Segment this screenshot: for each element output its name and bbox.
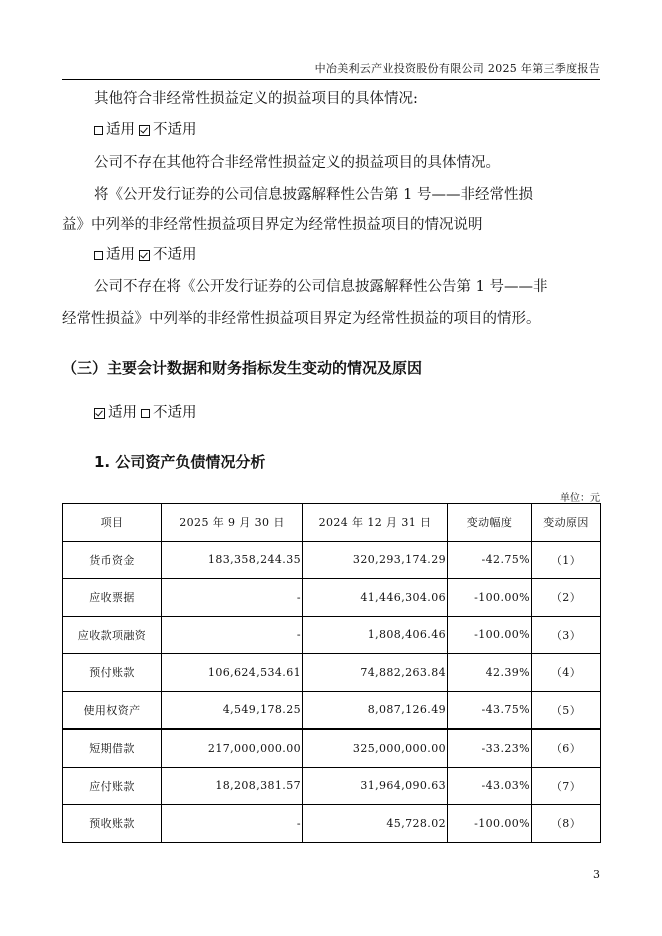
- cell-item: 应收票据: [63, 579, 162, 617]
- option-applicable: [94, 246, 135, 264]
- table-row: [63, 691, 601, 729]
- option-label: 适用: [108, 405, 137, 421]
- cell-reason: （1）: [532, 541, 601, 579]
- cell-item: 预收账款: [63, 805, 162, 843]
- option-not-applicable: [141, 404, 197, 422]
- option-not-applicable: [135, 246, 197, 264]
- cell-reason: （2）: [532, 579, 601, 617]
- subsection-heading: 1. 公司资产负债情况分析: [94, 453, 266, 471]
- checkbox-row-3: [94, 404, 197, 422]
- cell-item: 应付账款: [63, 767, 162, 805]
- unchecked-box-icon: [141, 409, 150, 418]
- cell-current: 217,000,000.00: [162, 729, 303, 767]
- table-row: [63, 729, 601, 767]
- cell-change: -42.75%: [448, 541, 532, 579]
- cell-prior: 45,728.02: [303, 805, 448, 843]
- table-row: [63, 654, 601, 692]
- table-row: [63, 767, 601, 805]
- unchecked-box-icon: [94, 126, 103, 135]
- cell-item: 短期借款: [63, 729, 162, 767]
- cell-current: 18,208,381.57: [162, 767, 303, 805]
- cell-current: -: [162, 805, 303, 843]
- cell-item: 预付账款: [63, 654, 162, 692]
- report-title: 中冶美利云产业投资股份有限公司 2025 年第三季度报告: [314, 62, 600, 75]
- page-header: [62, 0, 600, 80]
- cell-reason: （5）: [532, 691, 601, 729]
- header-prior-date: 2024 年 12 月 31 日: [303, 504, 448, 542]
- cell-current: -: [162, 616, 303, 654]
- header-item: 项目: [63, 504, 162, 542]
- option-label: 适用: [106, 122, 135, 138]
- cell-item: 应收款项融资: [63, 616, 162, 654]
- section-heading: （三）主要会计数据和财务指标发生变动的情况及原因: [62, 359, 423, 377]
- paragraph-other-items: 其他符合非经常性损益定义的损益项目的具体情况:: [94, 91, 418, 107]
- table-row: [63, 541, 601, 579]
- checkbox-row-2: [94, 246, 197, 264]
- table-row: [63, 616, 601, 654]
- cell-current: 106,624,534.61: [162, 654, 303, 692]
- option-applicable: [94, 404, 137, 422]
- table-header-row: [63, 504, 601, 542]
- cell-current: 183,358,244.35: [162, 541, 303, 579]
- balance-sheet-table: [62, 503, 601, 843]
- cell-item: 使用权资产: [63, 691, 162, 729]
- table-row: [63, 805, 601, 843]
- option-applicable: [94, 121, 135, 139]
- cell-reason: （3）: [532, 616, 601, 654]
- cell-prior: 325,000,000.00: [303, 729, 448, 767]
- header-change-reason: 变动原因: [532, 504, 601, 542]
- cell-change: -33.23%: [448, 729, 532, 767]
- checked-box-icon: [94, 408, 105, 419]
- option-label: 不适用: [153, 247, 197, 263]
- checked-box-icon: [139, 125, 150, 136]
- option-label: 适用: [106, 247, 135, 263]
- cell-prior: 8,087,126.49: [303, 691, 448, 729]
- cell-prior: 1,808,406.46: [303, 616, 448, 654]
- cell-reason: （4）: [532, 654, 601, 692]
- paragraph-no-reclass-line1: 公司不存在将《公开发行证券的公司信息披露解释性公告第 1 号——非: [94, 279, 548, 295]
- cell-current: -: [162, 579, 303, 617]
- paragraph-reclass-line1: 将《公开发行证券的公司信息披露解释性公告第 1 号——非经常性损: [94, 187, 533, 203]
- paragraph-no-reclass-line2: 经常性损益》中列举的非经常性损益项目界定为经常性损益的项目的情形。: [62, 311, 541, 327]
- header-current-date: 2025 年 9 月 30 日: [162, 504, 303, 542]
- cell-prior: 320,293,174.29: [303, 541, 448, 579]
- unit-label: 单位：元: [560, 493, 600, 504]
- cell-change: 42.39%: [448, 654, 532, 692]
- cell-change: -100.00%: [448, 579, 532, 617]
- cell-prior: 31,964,090.63: [303, 767, 448, 805]
- option-label: 不适用: [153, 405, 197, 421]
- paragraph-reclass-line2: 益》中列举的非经常性损益项目界定为经常性损益项目的情况说明: [62, 217, 483, 233]
- cell-reason: （8）: [532, 805, 601, 843]
- cell-prior: 41,446,304.06: [303, 579, 448, 617]
- cell-reason: （7）: [532, 767, 601, 805]
- header-change-rate: 变动幅度: [448, 504, 532, 542]
- cell-current: 4,549,178.25: [162, 691, 303, 729]
- paragraph-no-other-items: 公司不存在其他符合非经常性损益定义的损益项目的具体情况。: [94, 155, 500, 171]
- cell-item: 货币资金: [63, 541, 162, 579]
- checked-box-icon: [139, 250, 150, 261]
- checkbox-row-1: [94, 121, 197, 139]
- cell-change: -100.00%: [448, 616, 532, 654]
- cell-change: -43.03%: [448, 767, 532, 805]
- unchecked-box-icon: [94, 251, 103, 260]
- cell-reason: （6）: [532, 729, 601, 767]
- cell-prior: 74,882,263.84: [303, 654, 448, 692]
- cell-change: -43.75%: [448, 691, 532, 729]
- page-number: 3: [593, 868, 600, 881]
- option-label: 不适用: [153, 122, 197, 138]
- table-row: [63, 579, 601, 617]
- option-not-applicable: [135, 121, 197, 139]
- cell-change: -100.00%: [448, 805, 532, 843]
